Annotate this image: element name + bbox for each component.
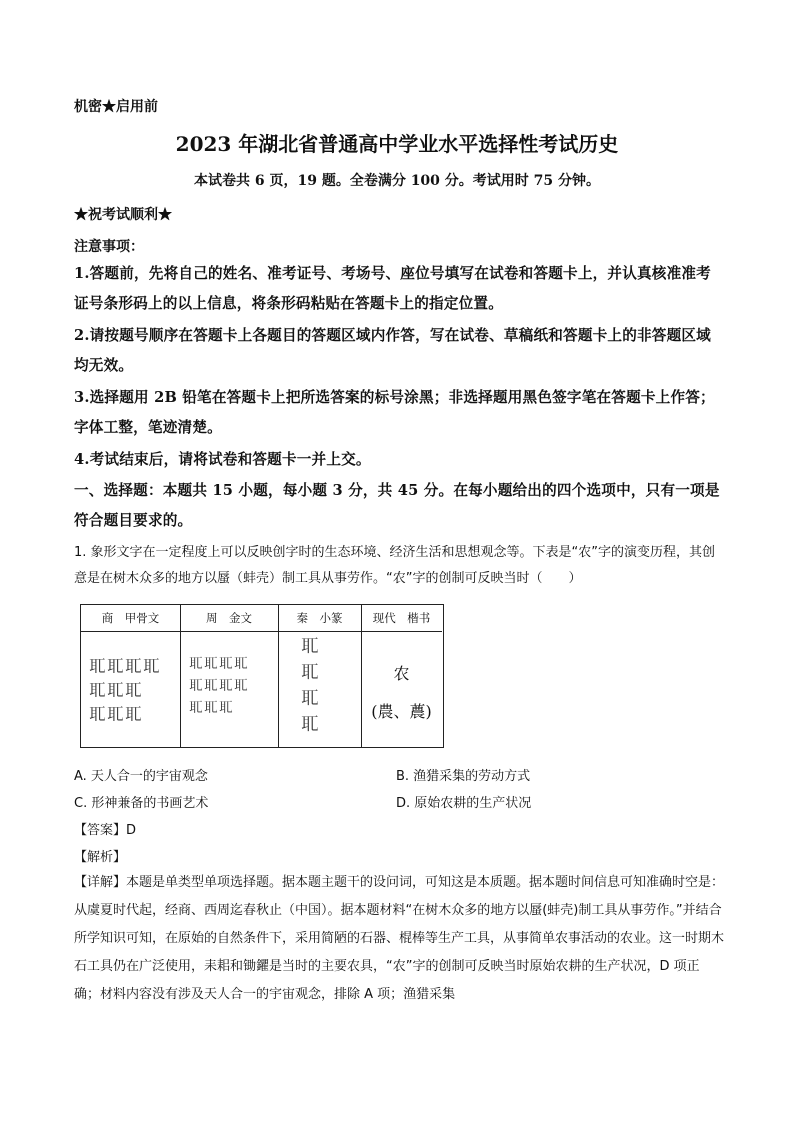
shang-glyph-row: 𦔮𦔮𦔮𦔮	[89, 657, 161, 677]
glyph-evolution-table	[80, 604, 444, 748]
notice-item-1: 1.答题前，先将自己的姓名、准考证号、考场号、座位号填写在试卷和答题卡上，并认真核准准考证号条形码上的以上信息，将条形码粘贴在答题卡上的指定位置。	[74, 265, 711, 312]
option-b: B. 渔猎采集的劳动方式	[396, 769, 531, 784]
qin-glyph: 𦔮	[301, 636, 320, 657]
answer-line: 【答案】D	[74, 823, 137, 838]
notice-item-2: 2.请按题号顺序在答题卡上各题目的答题区域内作答，写在试卷、草稿纸和答题卡上的非答题区域均无效。	[74, 327, 711, 374]
shang-glyph-row: 𦔮𦔮𦔮	[89, 681, 143, 701]
notice-heading: 注意事项：	[74, 239, 144, 255]
modern-character: 农	[393, 664, 410, 683]
header-modern-regular: 现代 楷书	[361, 605, 442, 632]
exam-subtitle: 本试卷共 6 页，19 题。全卷满分 100 分。考试用时 75 分钟。	[193, 173, 601, 189]
qin-glyph: 𦔮	[301, 714, 320, 735]
option-c: C. 形神兼备的书画艺术	[74, 796, 209, 811]
zhou-glyph-row: 𦔮𦔮𦔮𦔮	[189, 656, 249, 672]
page-title: 2023 年湖北省普通高中学业水平选择性考试历史	[175, 132, 619, 156]
good-luck-line: ★祝考试顺利★	[74, 207, 172, 223]
qin-glyph: 𦔮	[301, 688, 320, 709]
option-a: A. 天人合一的宇宙观念	[74, 769, 208, 784]
zhou-glyph-row: 𦔮𦔮𦔮𦔮	[189, 678, 249, 694]
header-zhou-bronze: 周 金文	[180, 605, 278, 632]
qin-glyph: 𦔮	[301, 662, 320, 683]
detailed-explanation: 【详解】本题是单类型单项选择题。据本题主题干的设问词，可知这是本质题。据本题时间信息可知准确时空是：从虞夏时代起，经商、西周迄春秋止（中国）。据本题材料“在树木众多的地方以蜃(蚌壳)制工具从事劳作。”并结合所学知识可知，在原始的自然条件下，采用简陋的石器、棍棒等生产工具，从事简单农事活动的农业。这一时期木石工具仍在广泛使用，耒耜和锄鑺是当时的主要农具，“农”字的创制可反映当时原始农耕的生产状况，D 项正确；材料内容没有涉及天人合一的宇宙观念，排除 A 项；渔猎采集	[74, 875, 725, 1002]
section-heading: 一、选择题：本题共 15 小题，每小题 3 分，共 45 分。在每小题给出的四个选项中，只有一项是符合题目要求的。	[74, 482, 720, 529]
analysis-label: 【解析】	[74, 850, 127, 865]
notice-item-4: 4.考试结束后，请将试卷和答题卡一并上交。	[74, 451, 371, 468]
header-shang-oracle: 商 甲骨文	[81, 605, 180, 632]
modern-variants: (農、蕽)	[371, 702, 432, 721]
zhou-glyph-row: 𦔮𦔮𦔮	[189, 700, 234, 716]
option-d: D. 原始农耕的生产状况	[396, 796, 532, 811]
secret-label: 机密★启用前	[74, 99, 158, 115]
notice-item-3: 3.选择题用 2B 铅笔在答题卡上把所选答案的标号涂黑；非选择题用黑色签字笔在答题卡上作答；字体工整，笔迹清楚。	[74, 389, 715, 436]
shang-glyph-row: 𦔮𦔮𦔮	[89, 705, 143, 725]
header-qin-seal: 秦 小篆	[278, 605, 361, 632]
question-1-stem: 1. 象形文字在一定程度上可以反映创字时的生态环境、经济生活和思想观念等。下表是“农”字的演变历程，其创意是在树木众多的地方以蜃（蚌壳）制工具从事劳作。“农”字的创制可反映当时（ ）	[74, 545, 716, 586]
